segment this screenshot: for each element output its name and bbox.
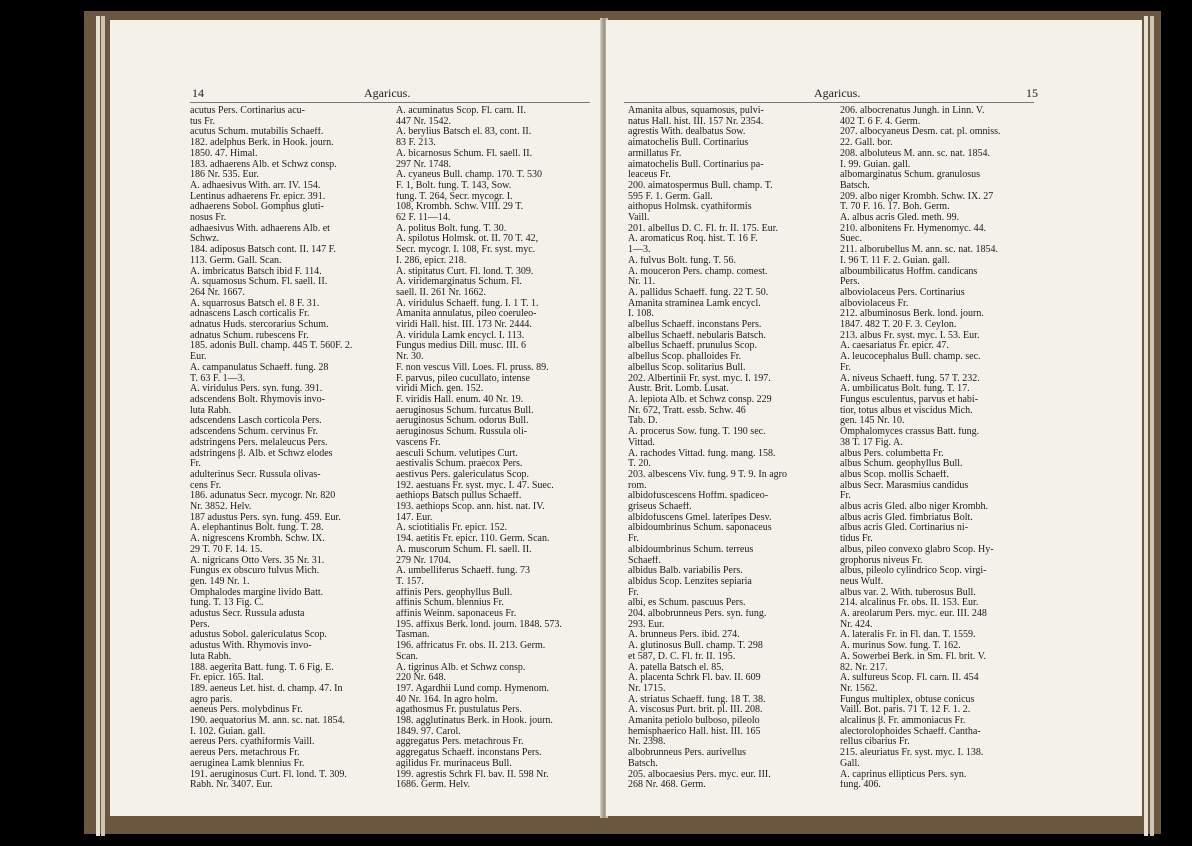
entry-line: Omphalomyces crassus Batt. fung. — [840, 427, 980, 438]
entry-line: albus acris Gled. Cortinarius ni- — [840, 523, 969, 534]
entry-line: A. squarrosus Batsch el. 8 F. 31. — [190, 298, 320, 309]
entry-line: 192. aestuans Fr. syst. myc. I. 47. Suec. — [396, 480, 554, 491]
entry-line: albus Scop. mollis Schaeff. — [840, 469, 949, 480]
entry-line: 184. adiposus Batsch cont. II. 147 F. — [190, 245, 336, 256]
entry-line: Nr. 424. — [840, 619, 873, 630]
entry-line: Fr. — [628, 534, 639, 545]
entry-line: A. viscosus Purt. brit. pl. III. 208. — [628, 705, 763, 716]
entry-line: A. acuminatus Scop. Fl. carn. II. — [396, 106, 526, 116]
page-edges-left-inner — [101, 16, 105, 836]
entry-line: 268 Nr. 468. Germ. — [628, 780, 706, 791]
entry-line: Eur. — [190, 352, 207, 363]
left-page-number: 14 — [192, 86, 204, 100]
entry-line: aimatochelis Bull. Cortinarius pa- — [628, 159, 764, 170]
entry-line: aestivalis Schum. praecox Pers. — [396, 459, 523, 470]
left-column-1 — [190, 106, 388, 791]
entry-line: grophorus niveus Fr. — [840, 555, 923, 566]
entry-line: Fungus esculentus, parvus et habi- — [840, 394, 979, 405]
right-column-1 — [628, 106, 833, 791]
entry-line: adustus With. Rhymovis invo- — [190, 641, 312, 652]
entry-line: aereus Pers. metachrous Fr. — [190, 748, 300, 759]
entry-line: aggregatus Pers. metachrous Fr. — [396, 737, 524, 748]
entry-line: griseus Schaeff. — [628, 502, 692, 513]
entry-line: fung. T. 13 Fig. C. — [190, 598, 264, 609]
entry-line: albellus Scop. phalloides Fr. — [628, 352, 742, 363]
entry-line: aithopus Holmsk. cyathiformis — [628, 202, 752, 213]
entry-line: alectorolophoides Schaeff. Cantha- — [840, 726, 981, 737]
entry-line: 1850. 47. Himal. — [190, 148, 258, 159]
entry-line: adhaerens Sobol. Gomphus gluti- — [190, 202, 324, 213]
entry-line: Amanita straminea Lamk encycl. — [628, 298, 761, 309]
entry-line: 202. Albertinii Fr. syst. myc. I. 197. — [628, 373, 771, 384]
entry-line: rellus cibarius Fr. — [840, 737, 910, 748]
entry-line: T. 63 F. 1—3. — [190, 373, 246, 384]
entry-line: F. non vescus Vill. Loes. Fl. pruss. 89. — [396, 362, 549, 373]
entry-line: 220 Nr. 648. — [396, 673, 446, 684]
entry-line: aeruginea Lamk blennius Fr. — [190, 758, 305, 769]
entry-line: albomarginatus Schum. granulosus — [840, 170, 981, 181]
entry-line: 1849. 97. Carol. — [396, 726, 461, 737]
entry-line: 113. Germ. Gall. Scan. — [190, 255, 282, 266]
entry-line: T. 20. — [628, 459, 651, 470]
entry-line: 214. alcalinus Fr. obs. II. 153. Eur. — [840, 598, 979, 609]
entry-line: Vaill. Bot. paris. 71 T. 12 F. 1. 2. — [840, 705, 971, 716]
entry-line: Nr. 2398. — [628, 737, 666, 748]
entry-line: I. 102. Guian. gall. — [190, 726, 266, 737]
entry-line: Amanita petiolo bulboso, pileolo — [628, 716, 760, 727]
entry-line: 264 Nr. 1667. — [190, 287, 245, 298]
entry-line: A. lepiota Alb. et Schwz consp. 229 — [628, 394, 772, 405]
entry-line: 197. Agardhii Lund comp. Hymenom. — [396, 683, 550, 694]
entry-line: albidofuscens Gmel. laterîpes Desv. — [628, 512, 772, 523]
entry-line: 190. aequatorius M. ann. sc. nat. 1854. — [190, 716, 345, 727]
page-edges-left — [96, 16, 100, 836]
entry-line: A. patella Batsch el. 85. — [628, 662, 724, 673]
entry-line: tidus Fr. — [840, 534, 873, 545]
entry-line: Austr. Brit. Lomb. Lusat. — [628, 384, 729, 395]
right-page-number: 15 — [1026, 86, 1038, 100]
entry-line: A. brunneus Pers. ibid. 274. — [628, 630, 740, 641]
entry-line: gen. 145 Nr. 10. — [840, 416, 905, 427]
entry-line: A. areolarum Pers. myc. eur. III. 248 — [840, 609, 987, 620]
entry-line: albus Schum. geophyllus Bull. — [840, 459, 963, 470]
page-edges-right — [1144, 16, 1148, 836]
entry-line: albellus Schaeff. prunulus Scop. — [628, 341, 757, 352]
entry-line: adscendens Lasch corticola Pers. — [190, 416, 322, 427]
left-page — [110, 20, 602, 816]
entry-line: albellus Scop. solitarius Bull. — [628, 362, 746, 373]
entry-line: adstringens β. Alb. et Schwz elodes — [190, 448, 333, 459]
entry-line: vascens Fr. — [396, 437, 441, 448]
entry-line: Batsch. — [840, 180, 870, 191]
entry-line: A. umbilicatus Bolt. fung. T. 17. — [840, 384, 970, 395]
entry-line: A. campanulatus Schaeff. fung. 28 — [190, 362, 329, 373]
entry-line: albidus Balb. variabilis Pers. — [628, 566, 743, 577]
entry-line: albellus Schaeff. inconstans Pers. — [628, 320, 762, 331]
entry-line: 83 F. 213. — [396, 138, 436, 149]
entry-line: affinis Weinm. saponaceus Fr. — [396, 609, 517, 620]
entry-line: albidoumbrinus Schum. terreus — [628, 544, 754, 555]
entry-line: A. viridula Lamk encycl. I. 113. — [396, 330, 525, 341]
entry-line: 82. Nr. 217. — [840, 662, 888, 673]
entry-line: Fr. epicr. 165. Ital. — [190, 673, 264, 684]
entry-line: 193. aethiops Scop. ann. hist. nat. IV. — [396, 502, 545, 513]
entry-line: albidus Scop. Lenzites sepiaria — [628, 576, 752, 587]
entry-line: I. 286, epicr. 218. — [396, 255, 467, 266]
entry-line: 185. adonis Bull. champ. 445 T. 560F. 2. — [190, 341, 353, 352]
entry-line: 29 T. 70 F. 14. 15. — [190, 544, 263, 555]
entry-line: luta Rabh. — [190, 651, 232, 662]
entry-line: 62 F. 11—14. — [396, 213, 451, 224]
entry-line: A. umbelliferus Schaeff. fung. 73 — [396, 566, 530, 577]
entry-line: adustus Sobol. galericulatus Scop. — [190, 630, 327, 641]
entry-line: 183. adhaerens Alb. et Schwz consp. — [190, 159, 337, 170]
entry-line: 297 Nr. 1748. — [396, 159, 451, 170]
entry-line: 38 T. 17 Fig. A. — [840, 437, 903, 448]
entry-line: Fr. — [840, 362, 851, 373]
entry-line: A. procerus Sow. fung. T. 190 sec. — [628, 427, 766, 438]
entry-line: adustus Secr. Russula adusta — [190, 609, 305, 620]
entry-line: albobrunneus Pers. aurivellus — [628, 748, 747, 759]
entry-line: A. politus Bolt. fung. T. 30. — [396, 223, 507, 234]
entry-line: aeruginosus Schum. furcatus Bull. — [396, 405, 534, 416]
entry-line: 203. albescens Viv. fung. 9 T. 9. In agro — [628, 469, 787, 480]
entry-line: Schaeff. — [628, 555, 661, 566]
left-header-rule — [190, 102, 590, 103]
entry-line: A. adhaesivus With. arr. IV. 154. — [190, 180, 321, 191]
entry-line: A. Sowerbei Berk. in Sm. Fl. brit. V. — [840, 651, 987, 662]
right-page — [606, 20, 1142, 816]
entry-line: alcalinus β. Fr. ammoniacus Fr. — [840, 716, 966, 727]
entry-line: adstringens Pers. melaleucus Pers. — [190, 437, 328, 448]
entry-line: et 587, D. C. Fl. fr. II. 195. — [628, 651, 736, 662]
entry-line: Vittad. — [628, 437, 655, 448]
entry-line: alboviolaceus Pers. Cortinarius — [840, 287, 965, 298]
entry-line: adulterinus Secr. Russula olivas- — [190, 469, 321, 480]
entry-line: Omphalodes margine livido Batt. — [190, 587, 324, 598]
entry-line: 205. albocaesius Pers. myc. eur. III. — [628, 769, 771, 780]
entry-line: 1847. 482 T. 20 F. 3. Ceylon. — [840, 320, 957, 331]
entry-line: aimatochelis Bull. Cortinarius — [628, 138, 749, 149]
entry-line: Nr. 1562. — [840, 683, 878, 694]
entry-line: adnatus Schum. rubescens Fr. — [190, 330, 309, 341]
entry-line: Secr. mycogr. I. 108, Fr. syst. myc. — [396, 245, 536, 256]
entry-line: acutus Pers. Cortinarius acu- — [190, 106, 305, 116]
entry-line: tior, totus albus et viscidus Mich. — [840, 405, 973, 416]
entry-line: A. viridulus Pers. syn. fung. 391. — [190, 384, 323, 395]
entry-line: albus, pileolo cylindrico Scop. virgi- — [840, 566, 987, 577]
entry-line: cens Fr. — [190, 480, 222, 491]
right-column-2 — [840, 106, 1040, 791]
entry-line: Nr. 30. — [396, 352, 424, 363]
entry-line: Vaill. — [628, 213, 650, 224]
entry-line: 189. aeneus Let. hist. d. champ. 47. In — [190, 683, 343, 694]
entry-line: 108, Krombh. Schw. VIII. 29 T. — [396, 202, 524, 213]
entry-line: agilidus Fr. murinaceus Bull. — [396, 758, 512, 769]
entry-line: 204. albobrunneus Pers. syn. fung. — [628, 609, 767, 620]
entry-line: A. squamosus Schum. Fl. saell. II. — [190, 277, 328, 288]
entry-line: F. parvus, pileo cucullato, intense — [396, 373, 530, 384]
entry-line: 293. Eur. — [628, 619, 665, 630]
entry-line: A. placenta Schrk Fl. bav. II. 609 — [628, 673, 761, 684]
entry-line: aeneus Pers. molybdinus Fr. — [190, 705, 303, 716]
left-running-head: Agaricus. — [364, 86, 411, 100]
entry-line: aesculi Schum. velutipes Curt. — [396, 448, 518, 459]
entry-line: agrestis With. dealbatus Sow. — [628, 127, 746, 138]
entry-line: agathosmus Fr. pustulatus Pers. — [396, 705, 522, 716]
entry-line: A. mouceron Pers. champ. comest. — [628, 266, 768, 277]
entry-line: Pers. — [190, 619, 210, 630]
entry-line: albidoumbrinus Schum. saponaceus — [628, 523, 772, 534]
entry-line: gen. 149 Nr. 1. — [190, 576, 250, 587]
entry-line: fung. 406. — [840, 780, 881, 791]
entry-line: 279 Nr. 1704. — [396, 555, 451, 566]
entry-line: albidofuscescens Hoffm. spadiceo- — [628, 491, 769, 502]
entry-line: albus Pers. columbetta Fr. — [840, 448, 944, 459]
entry-line: A. cyaneus Bull. champ. 170. T. 530 — [396, 170, 542, 181]
entry-line: 198. agglutinatus Berk. in Hook. journ. — [396, 716, 553, 727]
entry-line: adnascens Lasch corticalis Fr. — [190, 309, 310, 320]
entry-line: Schwz. — [190, 234, 220, 245]
entry-line: fung. T. 264, Secr. mycogr. I. — [396, 191, 513, 202]
entry-line: aethiops Batsch pullus Schaeff. — [396, 491, 522, 502]
entry-line: aereus Pers. cyathiformis Vaill. — [190, 737, 315, 748]
entry-line: luta Rabh. — [190, 405, 232, 416]
entry-line: A. lateralis Fr. in Fl. dan. T. 1559. — [840, 630, 976, 641]
entry-line: I. 108. — [628, 309, 654, 320]
entry-line: tus Fr. — [190, 116, 216, 127]
entry-line: Batsch. — [628, 758, 658, 769]
entry-line: I. 99. Guian. gall. — [840, 159, 911, 170]
entry-line: adscendens Bolt. Rhymovis invo- — [190, 394, 325, 405]
entry-line: albellus Schaeff. nebularis Batsch. — [628, 330, 766, 341]
entry-line: F. viridis Hall. enum. 40 Nr. 19. — [396, 394, 524, 405]
entry-line: 188. aegerita Batt. fung. T. 6 Fig. E. — [190, 662, 334, 673]
entry-line: adnatus Huds. stercorarius Schum. — [190, 320, 329, 331]
entry-line: 1686. Germ. Helv. — [396, 780, 471, 791]
entry-line: albus, pileo convexo glabro Scop. Hy- — [840, 544, 994, 555]
entry-line: A. berylius Batsch el. 83, cont. II. — [396, 127, 532, 138]
entry-line: leaceus Fr. — [628, 170, 671, 181]
entry-line: alboviolaceus Fr. — [840, 298, 909, 309]
entry-line: 209. albo niger Krombh. Schw. IX. 27 — [840, 191, 994, 202]
entry-line: Amanita annulatus, pileo coeruleo- — [396, 309, 537, 320]
entry-line: A. striatus Schaeff. fung. 18 T. 38. — [628, 694, 766, 705]
entry-line: acutus Schum. mutabilis Schaeff. — [190, 127, 324, 138]
entry-line: Fungus multiplex, obtuse conicus — [840, 694, 975, 705]
entry-line: saell. II. 261 Nr. 1662. — [396, 287, 486, 298]
entry-line: 195. affixus Berk. lond. journ. 1848. 573. — [396, 619, 562, 630]
entry-line: I. 96 T. 11 F. 2. Guian. gall. — [840, 255, 950, 266]
entry-line: affinis Pers. geophyllus Bull. — [396, 587, 513, 598]
entry-line: albus Secr. Marasmius candidus — [840, 480, 969, 491]
entry-line: A. sciotitialis Fr. epicr. 152. — [396, 523, 508, 534]
entry-line: Fungus medius Dill. musc. III. 6 — [396, 341, 526, 352]
entry-line: 212. albuminosus Berk. lond. journ. — [840, 309, 984, 320]
entry-line: agro paris. — [190, 694, 233, 705]
entry-line: 215. aleuriatus Fr. syst. myc. I. 138. — [840, 748, 984, 759]
entry-line: 402 T. 6 F. 4. Germ. — [840, 116, 921, 127]
entry-line: Lentinus adhaerens Fr. epicr. 391. — [190, 191, 326, 202]
entry-line: Rabh. Nr. 3407. Eur. — [190, 780, 273, 791]
entry-line: 200. aimatospermus Bull. champ. T. — [628, 180, 773, 191]
entry-line: A. rachodes Vittad. fung. mang. 158. — [628, 448, 776, 459]
entry-line: A. viridemarginatus Schum. Fl. — [396, 277, 522, 288]
entry-line: Amanita albus, squamosus, pulvi- — [628, 106, 764, 116]
entry-line: rom. — [628, 480, 647, 491]
entry-line: A. elephantinus Bolt. fung. T. 28. — [190, 523, 324, 534]
entry-line: 186. adunatus Secr. mycogr. Nr. 820 — [190, 491, 336, 502]
entry-line: aeruginosus Schum. odorus Bull. — [396, 416, 529, 427]
entry-line: 207. albocyaneus Desm. cat. pl. omniss. — [840, 127, 1001, 138]
entry-line: albi, es Schum. pascuus Pers. — [628, 598, 746, 609]
entry-line: Fr. — [840, 491, 851, 502]
entry-line: A. sulfureus Scop. Fl. carn. II. 454 — [840, 673, 979, 684]
entry-line: albus var. 2. With. tuberosus Bull. — [840, 587, 976, 598]
entry-line: 210. albonitens Fr. Hymenomyc. 44. — [840, 223, 987, 234]
entry-line: Pers. — [840, 277, 860, 288]
entry-line: Nr. 3852. Helv. — [190, 502, 252, 513]
entry-line: A. viridulus Schaeff. fung. I. 1 T. 1. — [396, 298, 539, 309]
entry-line: A. aromaticus Roq. hist. T. 16 F. — [628, 234, 758, 245]
entry-line: 182. adelphus Berk. in Hook. journ. — [190, 138, 334, 149]
page-edges-right-inner — [1150, 16, 1154, 836]
entry-line: 196. affricatus Fr. obs. II. 213. Germ. — [396, 641, 546, 652]
entry-line: aggregatus Schaeff. inconstans Pers. — [396, 748, 542, 759]
entry-line: armillatus Fr. — [628, 148, 682, 159]
right-running-head: Agaricus. — [814, 86, 861, 100]
entry-line: A. pallidus Schaeff. fung. 22 T. 50. — [628, 287, 769, 298]
entry-line: A. glutinosus Bull. champ. T. 298 — [628, 641, 763, 652]
entry-line: 194. aetitis Fr. epicr. 110. Germ. Scan. — [396, 534, 550, 545]
entry-line: Nr. 672, Tratt. essb. Schw. 46 — [628, 405, 746, 416]
entry-line: 213. albus Fr. syst. myc. I. 53. Eur. — [840, 330, 980, 341]
entry-line: nosus Fr. — [190, 213, 227, 224]
entry-line: A. muscorum Schum. Fl. saell. II. — [396, 544, 532, 555]
entry-line: A. spilotus Holmsk. ot. II. 70 T. 42, — [396, 234, 539, 245]
entry-line: Gall. — [840, 758, 860, 769]
entry-line: Tab. D. — [628, 416, 658, 427]
entry-line: Nr. 1715. — [628, 683, 666, 694]
entry-line: 447 Nr. 1542. — [396, 116, 451, 127]
entry-line: 208. alboluteus M. ann. sc. nat. 1854. — [840, 148, 990, 159]
right-header-rule — [624, 102, 1034, 103]
entry-line: T. 70 F. 16. 17. Boh. Germ. — [840, 202, 950, 213]
entry-line: A. bicarnosus Schum. Fl. saell. II. — [396, 148, 533, 159]
entry-line: albus acris Gled. fimbriatus Bolt. — [840, 512, 973, 523]
entry-line: alboumbilicatus Hoffm. candicans — [840, 266, 978, 277]
entry-line: F. 1, Bolt. fung. T. 143, Sow. — [396, 180, 512, 191]
entry-line: 199. agrestis Schrk Fl. bav. II. 598 Nr. — [396, 769, 549, 780]
entry-line: T. 157. — [396, 576, 424, 587]
entry-line: 206. albocrenatus Jungh. in Linn. V. — [840, 106, 985, 116]
entry-line: aestivus Pers. galericulatus Scop. — [396, 469, 530, 480]
entry-line: 147. Eur. — [396, 512, 433, 523]
entry-line: 22. Gall. bor. — [840, 138, 893, 149]
entry-line: aeruginosus Schum. Russula oli- — [396, 427, 528, 438]
entry-line: neus Wulf. — [840, 576, 884, 587]
entry-line: 201. albellus D. C. Fl. fr. II. 175. Eur. — [628, 223, 778, 234]
entry-line: A. imbricatus Batsch ibid F. 114. — [190, 266, 322, 277]
entry-line: 191. aeruginosus Curt. Fl. lond. T. 309. — [190, 769, 347, 780]
entry-line: viridi Mich. gen. 152. — [396, 384, 484, 395]
entry-line: affinis Schum. blennius Fr. — [396, 598, 504, 609]
entry-line: Suec. — [840, 234, 862, 245]
entry-line: A. nigricans Otto Vers. 35 Nr. 31. — [190, 555, 325, 566]
entry-line: Nr. 11. — [628, 277, 656, 288]
entry-line: albus acris Gled. albo niger Krombh. — [840, 502, 989, 513]
entry-line: hemisphaerico Hall. hist. III. 165 — [628, 726, 761, 737]
entry-line: Scan. — [396, 651, 418, 662]
entry-line: 186 Nr. 535. Eur. — [190, 170, 259, 181]
entry-line: 187 adustus Pers. syn. fung. 459. Eur. — [190, 512, 341, 523]
entry-line: 1—3. — [628, 245, 651, 256]
entry-line: 40 Nr. 164. In agro holm. — [396, 694, 498, 705]
entry-line: A. nigrescens Krombh. Schw. IX. — [190, 534, 325, 545]
entry-line: Tasman. — [396, 630, 430, 641]
entry-line: A. leucocephalus Bull. champ. sec. — [840, 352, 981, 363]
entry-line: 595 F. 1. Germ. Gall. — [628, 191, 713, 202]
entry-line: adscendens Schum. cervinus Fr. — [190, 427, 319, 438]
entry-line: natus Hall. hist. III. 157 Nr. 2354. — [628, 116, 764, 127]
entry-line: A. caesariatus Fr. epicr. 47. — [840, 341, 949, 352]
entry-line: A. albus acris Gled. meth. 99. — [840, 213, 960, 224]
entry-line: Fr. — [190, 459, 201, 470]
entry-line: adhaesivus With. adhaerens Alb. et — [190, 223, 330, 234]
left-column-2 — [396, 106, 596, 791]
entry-line: A. fulvus Bolt. fung. T. 56. — [628, 255, 736, 266]
entry-line: viridi Hall. hist. III. 173 Nr. 2444. — [396, 320, 532, 331]
entry-line: A. tigrinus Alb. et Schwz consp. — [396, 662, 526, 673]
entry-line: Fungus ex obscuro fulvus Mich. — [190, 566, 320, 577]
entry-line: Fr. — [628, 587, 639, 598]
entry-line: 211. alborubellus M. ann. sc. nat. 1854. — [840, 245, 998, 256]
entry-line: A. caprinus ellipticus Pers. syn. — [840, 769, 967, 780]
entry-line: A. murinus Sow. fung. T. 162. — [840, 641, 961, 652]
entry-line: A. stipitatus Curt. Fl. lond. T. 309. — [396, 266, 534, 277]
entry-line: A. niveus Schaeff. fung. 57 T. 232. — [840, 373, 980, 384]
